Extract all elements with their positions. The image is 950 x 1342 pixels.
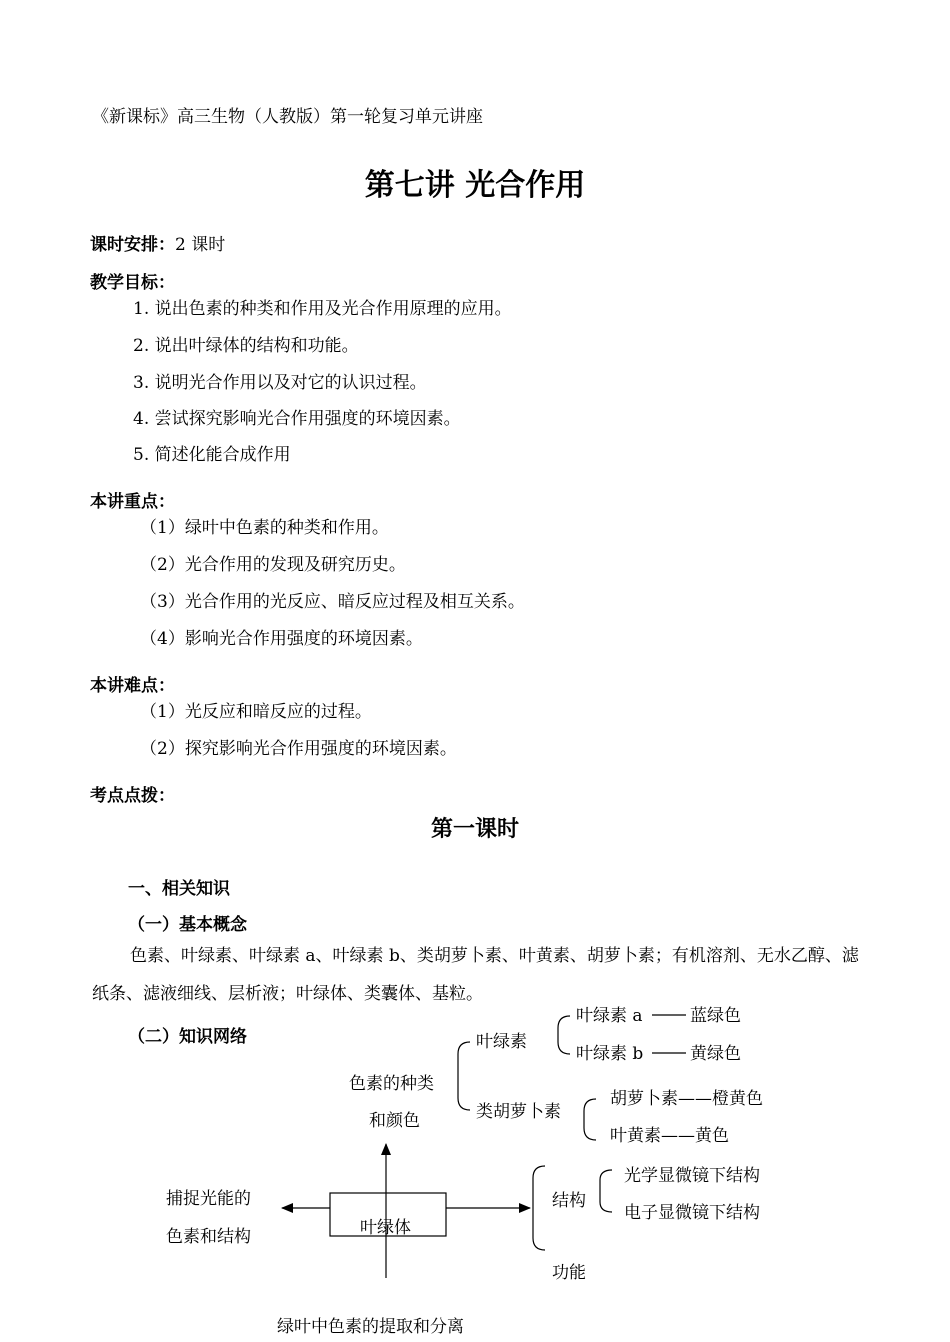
schedule-label: 课时安排：: [90, 235, 175, 255]
chlorophyll-brace: [558, 1016, 570, 1054]
key-point-item: （1）绿叶中色素的种类和作用。: [140, 518, 389, 538]
chlorophyll-label: 叶绿素: [476, 1032, 527, 1052]
objective-item: 5. 简述化能合成作用: [133, 445, 291, 465]
section-heading: 一、相关知识: [128, 879, 230, 899]
objective-item: 2. 说出叶绿体的结构和功能。: [133, 336, 359, 356]
optical-structure-label: 光学显微镜下结构: [624, 1166, 760, 1186]
key-point-item: （3）光合作用的光反应、暗反应过程及相互关系。: [140, 592, 525, 612]
objective-item: 4. 尝试探究影响光合作用强度的环境因素。: [133, 409, 461, 429]
chloroplast-brace: [533, 1166, 545, 1250]
structure-brace: [600, 1170, 612, 1212]
function-label: 功能: [552, 1263, 586, 1283]
extraction-label: 绿叶中色素的提取和分离: [277, 1317, 464, 1337]
difficulty-item: （2）探究影响光合作用强度的环境因素。: [140, 739, 457, 759]
difficulty-item: （1）光反应和暗反应的过程。: [140, 702, 372, 722]
electron-structure-label: 电子显微镜下结构: [624, 1203, 760, 1223]
lesson-title: 第一课时: [430, 817, 519, 842]
carotenoid-label: 类胡萝卜素: [476, 1102, 561, 1122]
light-capture-label: 捕捉光能的: [166, 1189, 251, 1209]
chl-a-label: 叶绿素 a: [576, 1006, 643, 1026]
chl-b-color: 黄绿色: [690, 1044, 741, 1064]
structure-label: 结构: [552, 1191, 586, 1211]
xanthophyll-label: 叶黄素——黄色: [610, 1126, 729, 1146]
page-title: 第七讲 光合作用: [364, 168, 586, 203]
objective-item: 3. 说明光合作用以及对它的认识过程。: [133, 373, 427, 393]
light-capture-label: 色素和结构: [166, 1227, 251, 1247]
pigment-brace: [458, 1042, 470, 1110]
subsection-heading: （一）基本概念: [128, 915, 247, 935]
chloroplast-label: 叶绿体: [360, 1218, 411, 1238]
concepts-paragraph: 色素、叶绿素、叶绿素 a、叶绿素 b、类胡萝卜素、叶黄素、胡萝卜素；有机溶剂、无水乙醇、滤纸条、滤液细线、层析液；叶绿体、类囊体、基粒。: [92, 946, 859, 1004]
objectives-label: 教学目标：: [90, 273, 175, 293]
schedule-value: 2 课时: [175, 235, 226, 255]
pigment-types-label: 色素的种类: [349, 1074, 434, 1094]
header-line: 《新课标》高三生物（人教版）第一轮复习单元讲座: [92, 107, 483, 127]
objective-item: 1. 说出色素的种类和作用及光合作用原理的应用。: [133, 299, 512, 319]
difficulties-label: 本讲难点：: [90, 676, 175, 696]
subsection-heading: （二）知识网络: [128, 1027, 247, 1047]
carotenoid-brace: [584, 1099, 596, 1140]
key-points-label: 本讲重点：: [90, 492, 175, 512]
chl-b-label: 叶绿素 b: [576, 1044, 644, 1064]
chl-a-color: 蓝绿色: [690, 1006, 741, 1026]
key-point-item: （4）影响光合作用强度的环境因素。: [140, 629, 423, 649]
pigment-types-label: 和颜色: [369, 1111, 420, 1131]
carotene-label: 胡萝卜素——橙黄色: [610, 1089, 763, 1109]
exam-points-label: 考点点拨：: [90, 786, 175, 806]
key-point-item: （2）光合作用的发现及研究历史。: [140, 555, 406, 575]
